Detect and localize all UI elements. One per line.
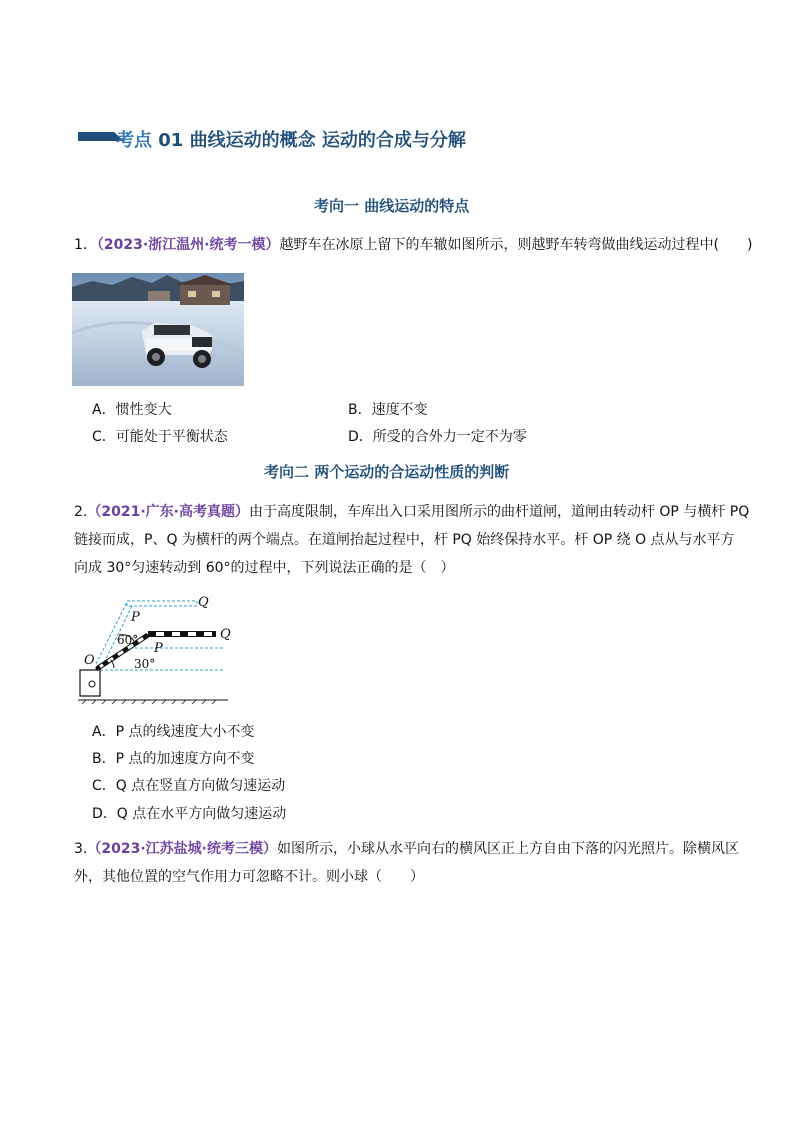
label-q-upper: Q	[198, 595, 209, 610]
question-2-line-3: 向成 30°匀速转动到 60°的过程中，下列说法正确的是（ ）	[74, 560, 455, 576]
question-3-line-1: 如图所示，小球从水平向右的横风区正上方自由下落的闪光照片。除横风区	[276, 841, 739, 857]
section-label: 考点	[116, 130, 152, 151]
question-3-number: 3.	[74, 841, 88, 857]
question-2-number: 2.	[74, 504, 88, 520]
q1-option-d: D．所受的合外力一定不为零	[348, 429, 527, 445]
label-angle-60: 60°	[117, 633, 139, 647]
question-1-number: 1．	[74, 237, 97, 253]
q1-option-a: A．惯性变大	[92, 402, 172, 418]
question-1-text: 越野车在冰原上留下的车辙如图所示，则越野车转弯做曲线运动过程中( )	[279, 237, 753, 253]
section-title: 曲线运动的概念 运动的合成与分解	[189, 130, 466, 151]
pq-bar-upper	[127, 601, 197, 606]
section-marker	[78, 132, 114, 141]
q1-option-c: C．可能处于平衡状态	[92, 429, 228, 445]
q2-option-d: D．Q 点在水平方向做匀速运动	[92, 806, 287, 822]
label-o: O	[84, 653, 95, 668]
question-1-stem	[74, 231, 752, 259]
pq-bar-lower	[148, 631, 216, 637]
q1-option-b: B．速度不变	[348, 402, 428, 418]
question-2-line-2: 链接而成，P、Q 为横杆的两个端点。在道闸抬起过程中，杆 PQ 始终保持水平。杆 OP 绕 O 点从与水平方	[74, 532, 735, 548]
question-2-source: （2021·广东·高考真题）	[87, 504, 249, 520]
question-2-line-1: 由于高度限制，车库出入口采用图所示的曲杆道闸，道闸由转动杆 OP 与横杆 PQ	[248, 504, 750, 520]
pivot-o	[96, 666, 101, 671]
label-p-lower: P	[154, 641, 163, 656]
direction-2-title: 考向二 两个运动的合运动性质的判断	[264, 463, 510, 481]
label-q-lower: Q	[220, 627, 231, 642]
label-p-upper: P	[131, 610, 140, 625]
question-3-source: （2023·江苏盐城·统考三模）	[87, 841, 277, 857]
section-number: 01	[158, 130, 184, 151]
direction-1-title: 考向一 曲线运动的特点	[314, 197, 470, 215]
q2-option-c: C．Q 点在竖直方向做匀速运动	[92, 778, 286, 794]
snow-jeep-photo	[72, 273, 244, 386]
gate-post	[80, 670, 100, 696]
question-3-stem	[74, 835, 739, 891]
question-2-stem	[74, 498, 750, 582]
section-heading	[116, 126, 466, 152]
barrier-gate-diagram	[78, 590, 238, 709]
q2-option-b: B．P 点的加速度方向不变	[92, 751, 255, 767]
q2-option-a: A．P 点的线速度大小不变	[92, 724, 255, 740]
label-angle-30: 30°	[134, 657, 156, 671]
ground-hatching	[82, 700, 216, 704]
question-1-source: （2023·浙江温州·统考一模）	[96, 237, 280, 253]
question-3-line-2: 外，其他位置的空气作用力可忽略不计。则小球（ ）	[74, 869, 424, 885]
